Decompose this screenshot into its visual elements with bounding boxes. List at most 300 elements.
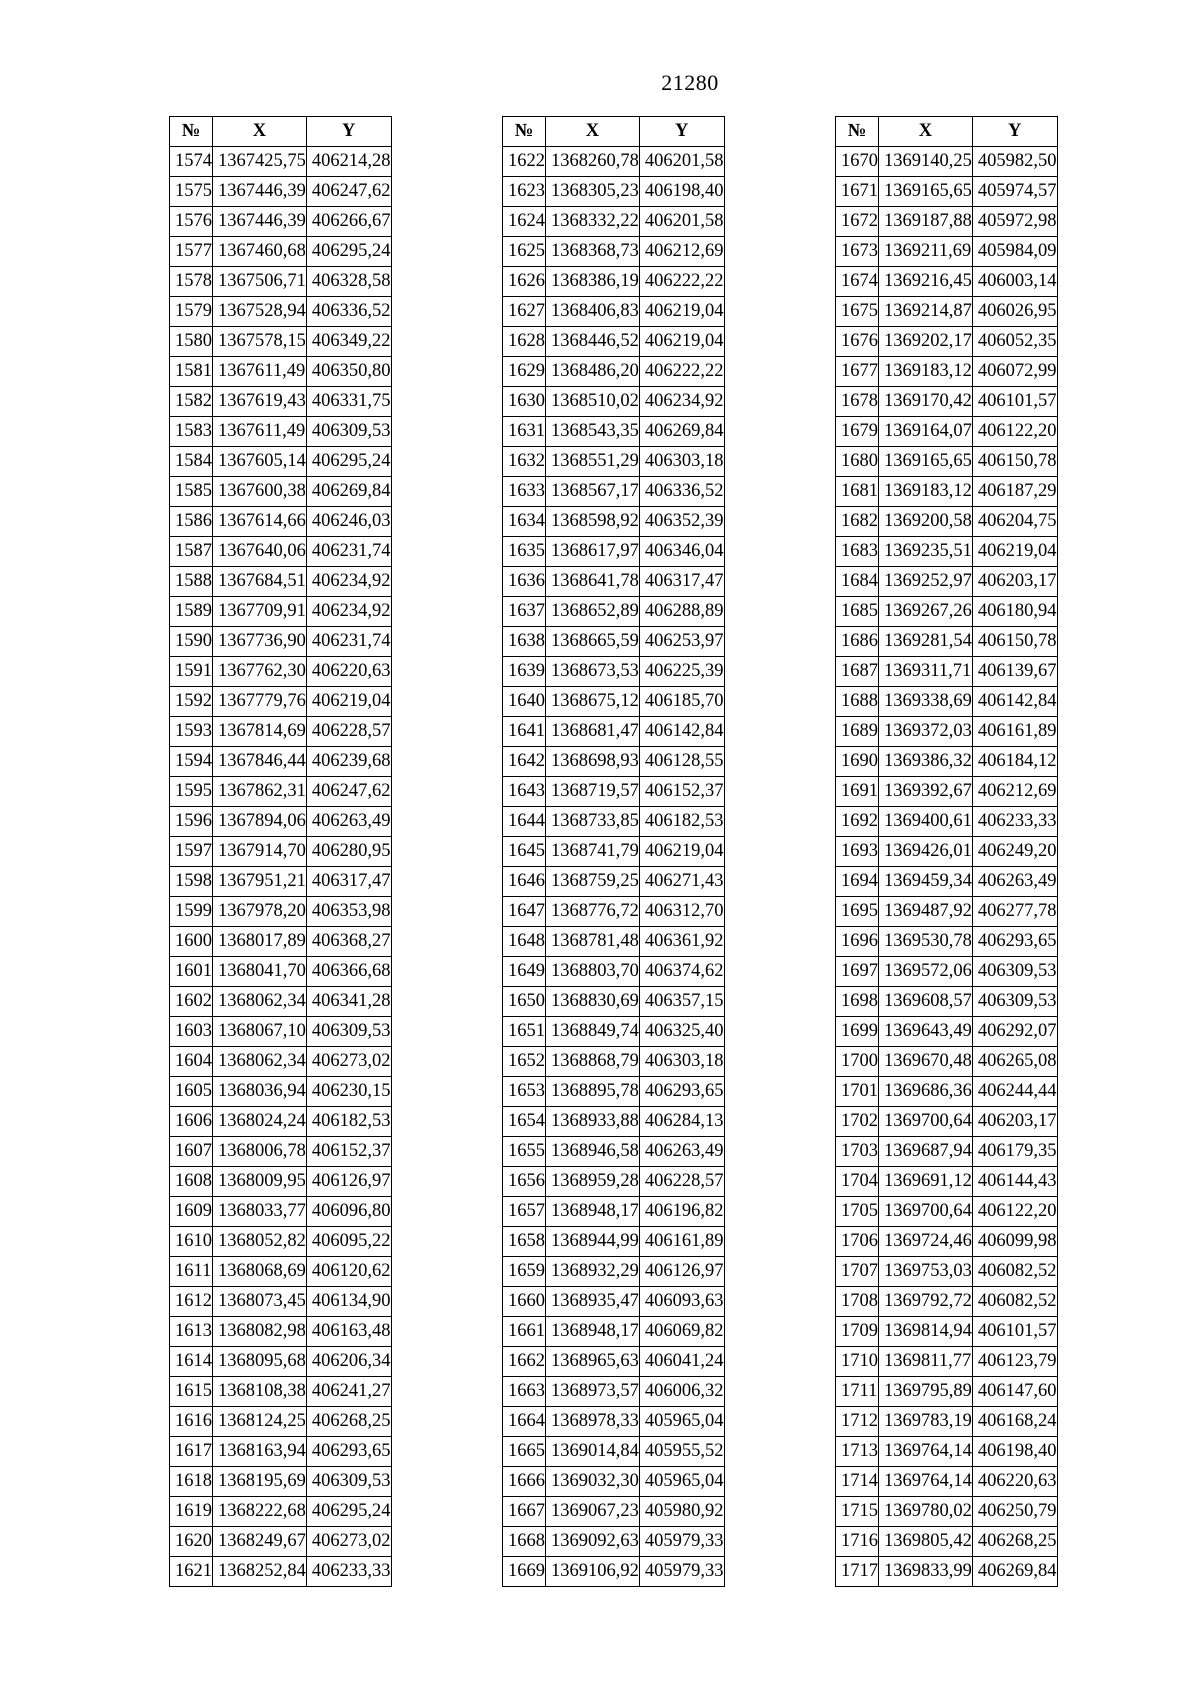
table-row [836,147,1058,177]
cell-y: 406253,97 [639,627,724,657]
cell-x: 1368108,38 [213,1377,307,1407]
cell-y: 405979,33 [639,1527,724,1557]
cell-x: 1368551,29 [546,447,640,477]
cell-no: 1641 [503,717,546,747]
cell-x: 1369686,36 [879,1077,973,1107]
cell-x: 1368675,12 [546,687,640,717]
cell-y: 406263,49 [972,867,1057,897]
cell-x: 1369067,23 [546,1497,640,1527]
cell-x: 1368195,69 [213,1467,307,1497]
cell-x: 1367709,91 [213,597,307,627]
cell-y: 406341,28 [306,987,391,1017]
table-row [836,1077,1058,1107]
cell-no: 1596 [170,807,213,837]
cell-no: 1647 [503,897,546,927]
table-row [503,1107,725,1137]
table-row [170,1467,392,1497]
cell-x: 1369170,42 [879,387,973,417]
cell-x: 1368895,78 [546,1077,640,1107]
table-row [836,1317,1058,1347]
cell-no: 1628 [503,327,546,357]
cell-no: 1648 [503,927,546,957]
cell-no: 1650 [503,987,546,1017]
cell-no: 1693 [836,837,879,867]
cell-x: 1369032,30 [546,1467,640,1497]
cell-y: 406147,60 [972,1377,1057,1407]
table-row [170,867,392,897]
cell-no: 1638 [503,627,546,657]
table-row [170,657,392,687]
cell-y: 406328,58 [306,267,391,297]
table-row [503,1497,725,1527]
cell-x: 1368733,85 [546,807,640,837]
table-row [503,717,725,747]
cell-no: 1599 [170,897,213,927]
cell-x: 1368567,17 [546,477,640,507]
cell-x: 1367951,21 [213,867,307,897]
cell-x: 1368868,79 [546,1047,640,1077]
cell-x: 1368776,72 [546,897,640,927]
cell-x: 1369783,19 [879,1407,973,1437]
cell-x: 1369165,65 [879,177,973,207]
cell-x: 1368406,83 [546,297,640,327]
table-row [836,357,1058,387]
cell-no: 1608 [170,1167,213,1197]
table-row [503,867,725,897]
cell-x: 1369165,65 [879,447,973,477]
cell-x: 1369216,45 [879,267,973,297]
cell-y: 406312,70 [639,897,724,927]
cell-y: 406336,52 [639,477,724,507]
cell-x: 1368978,33 [546,1407,640,1437]
table-row [836,1107,1058,1137]
cell-x: 1368681,47 [546,717,640,747]
cell-x: 1368068,69 [213,1257,307,1287]
cell-x: 1369311,71 [879,657,973,687]
cell-x: 1367762,30 [213,657,307,687]
cell-y: 406280,95 [306,837,391,867]
cell-y: 406273,02 [306,1527,391,1557]
table-row [170,1437,392,1467]
table-row [836,1257,1058,1287]
cell-x: 1367978,20 [213,897,307,927]
table-row [170,297,392,327]
cell-no: 1666 [503,1467,546,1497]
cell-no: 1616 [170,1407,213,1437]
cell-x: 1368510,02 [546,387,640,417]
table-row [503,417,725,447]
cell-no: 1680 [836,447,879,477]
cell-x: 1369764,14 [879,1437,973,1467]
cell-no: 1707 [836,1257,879,1287]
cell-x: 1368741,79 [546,837,640,867]
cell-no: 1594 [170,747,213,777]
cell-no: 1715 [836,1497,879,1527]
table-row [503,897,725,927]
cell-x: 1368124,25 [213,1407,307,1437]
cell-y: 406203,17 [972,567,1057,597]
cell-no: 1588 [170,567,213,597]
cell-y: 406220,63 [306,657,391,687]
cell-no: 1607 [170,1137,213,1167]
table-row [170,1377,392,1407]
cell-y: 406152,37 [639,777,724,807]
cell-x: 1369200,58 [879,507,973,537]
table-row [503,807,725,837]
cell-no: 1679 [836,417,879,447]
cell-x: 1368948,17 [546,1197,640,1227]
cell-no: 1677 [836,357,879,387]
cell-no: 1613 [170,1317,213,1347]
cell-no: 1654 [503,1107,546,1137]
cell-no: 1580 [170,327,213,357]
cell-no: 1640 [503,687,546,717]
table-row [170,537,392,567]
table-row [836,207,1058,237]
cell-no: 1576 [170,207,213,237]
cell-y: 406293,65 [306,1437,391,1467]
cell-no: 1658 [503,1227,546,1257]
cell-y: 406353,98 [306,897,391,927]
cell-x: 1369643,49 [879,1017,973,1047]
cell-no: 1705 [836,1197,879,1227]
cell-y: 406244,44 [972,1077,1057,1107]
cell-y: 406233,33 [972,807,1057,837]
cell-y: 406212,69 [639,237,724,267]
cell-y: 406204,75 [972,507,1057,537]
cell-no: 1659 [503,1257,546,1287]
cell-y: 406295,24 [306,447,391,477]
cell-y: 406349,22 [306,327,391,357]
cell-x: 1367779,76 [213,687,307,717]
cell-y: 406295,24 [306,1497,391,1527]
cell-y: 406309,53 [306,1467,391,1497]
cell-x: 1368163,94 [213,1437,307,1467]
cell-y: 406198,40 [639,177,724,207]
cell-y: 406268,25 [972,1527,1057,1557]
table-row [836,1227,1058,1257]
cell-no: 1575 [170,177,213,207]
cell-no: 1695 [836,897,879,927]
cell-y: 406239,68 [306,747,391,777]
cell-x: 1367894,06 [213,807,307,837]
cell-no: 1668 [503,1527,546,1557]
cell-y: 406163,48 [306,1317,391,1347]
table-row [170,897,392,927]
cell-y: 406309,53 [972,987,1057,1017]
cell-no: 1635 [503,537,546,567]
table-row [503,537,725,567]
cell-no: 1584 [170,447,213,477]
header-y: Y [972,117,1057,147]
cell-x: 1369400,61 [879,807,973,837]
cell-no: 1649 [503,957,546,987]
cell-y: 406101,57 [972,387,1057,417]
cell-x: 1367605,14 [213,447,307,477]
table-row [503,777,725,807]
table-row [170,447,392,477]
cell-no: 1699 [836,1017,879,1047]
cell-y: 406222,22 [639,267,724,297]
cell-no: 1587 [170,537,213,567]
cell-x: 1369805,42 [879,1527,973,1557]
table-row [170,987,392,1017]
cell-no: 1671 [836,177,879,207]
cell-no: 1633 [503,477,546,507]
cell-y: 405965,04 [639,1407,724,1437]
cell-no: 1684 [836,567,879,597]
header-no: № [503,117,546,147]
cell-y: 406212,69 [972,777,1057,807]
cell-y: 406142,84 [972,687,1057,717]
cell-x: 1368641,78 [546,567,640,597]
table-row [503,387,725,417]
cell-no: 1595 [170,777,213,807]
coordinate-table-1 [169,116,392,1587]
table-row [170,1557,392,1587]
cell-no: 1692 [836,807,879,837]
cell-y: 406150,78 [972,447,1057,477]
cell-x: 1368386,19 [546,267,640,297]
table-row [836,927,1058,957]
cell-y: 406303,18 [639,447,724,477]
cell-y: 406249,20 [972,837,1057,867]
cell-x: 1368017,89 [213,927,307,957]
cell-no: 1655 [503,1137,546,1167]
table-row [503,1437,725,1467]
table-row [836,1437,1058,1467]
cell-y: 405974,57 [972,177,1057,207]
table-row [836,987,1058,1017]
cell-no: 1577 [170,237,213,267]
cell-no: 1592 [170,687,213,717]
cell-x: 1367619,43 [213,387,307,417]
cell-x: 1367611,49 [213,417,307,447]
cell-y: 406269,84 [639,417,724,447]
cell-y: 406309,53 [306,417,391,447]
cell-no: 1630 [503,387,546,417]
table-row [836,1527,1058,1557]
table-header-row [503,117,725,147]
cell-no: 1637 [503,597,546,627]
cell-no: 1706 [836,1227,879,1257]
table-row [170,387,392,417]
table-row [503,987,725,1017]
table-row [503,1407,725,1437]
cell-x: 1369687,94 [879,1137,973,1167]
table-row [503,147,725,177]
table-row [836,477,1058,507]
cell-x: 1368368,73 [546,237,640,267]
cell-y: 406234,92 [306,597,391,627]
cell-y: 406269,84 [972,1557,1057,1587]
cell-no: 1667 [503,1497,546,1527]
table-row [170,1317,392,1347]
cell-y: 406374,62 [639,957,724,987]
table-row [503,1257,725,1287]
table-row [170,417,392,447]
cell-x: 1369140,25 [879,147,973,177]
cell-no: 1676 [836,327,879,357]
cell-x: 1369833,99 [879,1557,973,1587]
cell-x: 1369235,51 [879,537,973,567]
cell-y: 406139,67 [972,657,1057,687]
cell-y: 406122,20 [972,417,1057,447]
table-row [170,1077,392,1107]
cell-y: 406082,52 [972,1287,1057,1317]
table-row [836,567,1058,597]
cell-y: 406152,37 [306,1137,391,1167]
table-row [170,507,392,537]
cell-y: 406247,62 [306,177,391,207]
cell-no: 1663 [503,1377,546,1407]
cell-x: 1369252,97 [879,567,973,597]
table-row [170,627,392,657]
cell-x: 1368222,68 [213,1497,307,1527]
table-row [170,357,392,387]
table-row [836,717,1058,747]
cell-y: 406225,39 [639,657,724,687]
cell-x: 1367506,71 [213,267,307,297]
cell-y: 406219,04 [639,837,724,867]
cell-no: 1653 [503,1077,546,1107]
table-row [503,297,725,327]
table-row [503,237,725,267]
cell-y: 406293,65 [972,927,1057,957]
table-row [503,357,725,387]
table-row [836,867,1058,897]
table-row [836,1197,1058,1227]
cell-y: 406263,49 [306,807,391,837]
cell-x: 1368082,98 [213,1317,307,1347]
cell-no: 1614 [170,1347,213,1377]
table-row [503,747,725,777]
cell-no: 1678 [836,387,879,417]
cell-x: 1368946,58 [546,1137,640,1167]
cell-y: 406309,53 [306,1017,391,1047]
table-row [503,207,725,237]
cell-y: 406317,47 [639,567,724,597]
cell-x: 1367862,31 [213,777,307,807]
table-row [836,1047,1058,1077]
cell-x: 1367446,39 [213,177,307,207]
table-row [836,507,1058,537]
cell-y: 406179,35 [972,1137,1057,1167]
table-row [503,177,725,207]
cell-no: 1708 [836,1287,879,1317]
table-header-row [170,117,392,147]
table-row [170,1047,392,1077]
cell-no: 1682 [836,507,879,537]
cell-y: 406201,58 [639,147,724,177]
cell-no: 1604 [170,1047,213,1077]
cell-y: 405965,04 [639,1467,724,1497]
table-row [836,1137,1058,1167]
table-row [503,1287,725,1317]
cell-y: 406123,79 [972,1347,1057,1377]
cell-no: 1714 [836,1467,879,1497]
cell-x: 1367600,38 [213,477,307,507]
cell-no: 1696 [836,927,879,957]
table-row [503,567,725,597]
table-row [170,807,392,837]
cell-y: 405955,52 [639,1437,724,1467]
cell-x: 1369753,03 [879,1257,973,1287]
cell-y: 406234,92 [306,567,391,597]
table-row [170,1017,392,1047]
table-row [170,1407,392,1437]
cell-y: 406072,99 [972,357,1057,387]
table-row [503,1557,725,1587]
cell-y: 406093,63 [639,1287,724,1317]
table-row [170,177,392,207]
cell-no: 1703 [836,1137,879,1167]
table-row [836,747,1058,777]
cell-no: 1593 [170,717,213,747]
cell-y: 406219,04 [639,297,724,327]
table-row [836,1017,1058,1047]
table-row [503,1197,725,1227]
table-row [170,1137,392,1167]
table-row [503,507,725,537]
table-row [836,387,1058,417]
cell-no: 1624 [503,207,546,237]
cell-y: 405972,98 [972,207,1057,237]
table-row [170,1287,392,1317]
cell-no: 1583 [170,417,213,447]
table-row [836,1377,1058,1407]
cell-y: 406309,53 [972,957,1057,987]
table-row [170,1167,392,1197]
cell-no: 1623 [503,177,546,207]
cell-no: 1605 [170,1077,213,1107]
cell-y: 406234,92 [639,387,724,417]
cell-no: 1674 [836,267,879,297]
table-row [836,897,1058,927]
header-no: № [836,117,879,147]
cell-no: 1598 [170,867,213,897]
table-row [836,807,1058,837]
cell-x: 1368249,67 [213,1527,307,1557]
cell-x: 1368673,53 [546,657,640,687]
cell-x: 1367611,49 [213,357,307,387]
cell-x: 1369700,64 [879,1107,973,1137]
cell-y: 406352,39 [639,507,724,537]
cell-no: 1644 [503,807,546,837]
table-row [170,207,392,237]
cell-x: 1368652,89 [546,597,640,627]
table-row [170,1257,392,1287]
table-row [836,837,1058,867]
cell-y: 406214,28 [306,147,391,177]
cell-no: 1661 [503,1317,546,1347]
cell-x: 1368598,92 [546,507,640,537]
cell-y: 406222,22 [639,357,724,387]
cell-x: 1368830,69 [546,987,640,1017]
cell-x: 1367578,15 [213,327,307,357]
table-row [170,1107,392,1137]
table-row [170,327,392,357]
cell-x: 1368024,24 [213,1107,307,1137]
table-row [503,1167,725,1197]
cell-x: 1369670,48 [879,1047,973,1077]
cell-x: 1369426,01 [879,837,973,867]
cell-no: 1683 [836,537,879,567]
cell-no: 1586 [170,507,213,537]
cell-x: 1368095,68 [213,1347,307,1377]
cell-no: 1603 [170,1017,213,1047]
table-row [170,1347,392,1377]
